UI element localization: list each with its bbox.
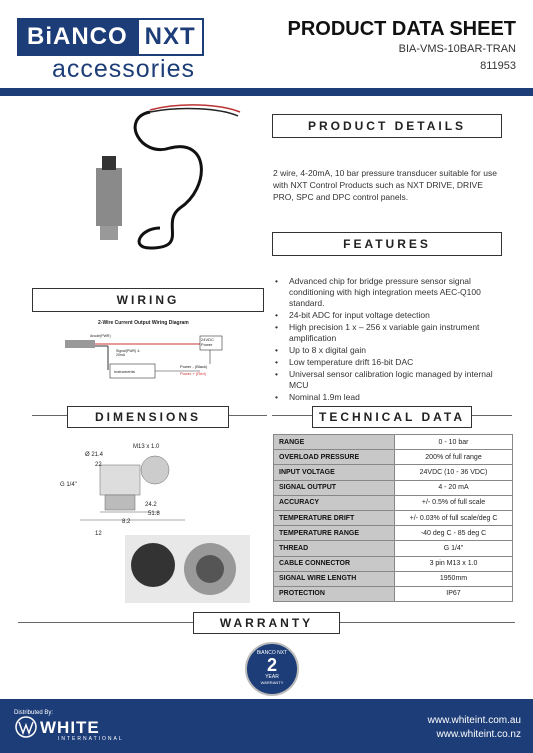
spec-key: INPUT VOLTAGE — [274, 465, 395, 480]
feature-item: • Low temperature drift 16-bit DAC — [273, 357, 511, 368]
url-au-link[interactable]: www.whiteint.com.au — [427, 715, 521, 726]
wiring-supply: 24VDC Power — [201, 337, 214, 347]
section-features: FEATURES — [272, 232, 502, 256]
spec-key: TEMPERATURE DRIFT — [274, 510, 395, 525]
part-code: BIA-VMS-10BAR-TRAN — [398, 43, 516, 55]
features-list — [273, 276, 511, 404]
section-technical-data: TECHNICAL DATA — [312, 406, 472, 428]
white-logo: WHITE — [40, 718, 100, 737]
section-wiring: WIRING — [32, 288, 264, 312]
white-logo-icon — [14, 716, 38, 738]
table-row — [274, 495, 513, 510]
dim-51-8: 51.8 — [148, 511, 160, 517]
table-row — [274, 541, 513, 556]
dimension-drawing — [60, 440, 200, 540]
feature-item: • Nominal 1.9m lead — [273, 392, 511, 403]
wiring-power-black: Power - (Black) — [180, 364, 208, 369]
section-dimensions: DIMENSIONS — [67, 406, 229, 428]
url-nz-link[interactable]: www.whiteint.co.nz — [436, 729, 521, 740]
spec-key: OVERLOAD PRESSURE — [274, 450, 395, 465]
wiring-anode: Anode(PWR) — [90, 334, 111, 338]
dim-thread-top: M13 x 1.0 — [133, 444, 160, 450]
spec-key: ACCURACY — [274, 495, 395, 510]
spec-key: CABLE CONNECTOR — [274, 556, 395, 571]
table-row — [274, 435, 513, 450]
table-row — [274, 450, 513, 465]
section-product-details: PRODUCT DETAILS — [272, 114, 502, 138]
wiring-power-red: Power + (Red) — [180, 371, 206, 376]
table-row — [274, 465, 513, 480]
feature-item: • 24-bit ADC for input voltage detection — [273, 310, 511, 321]
wiring-signal: Signal(PWR) 4-20mA — [116, 349, 141, 357]
spec-key: SIGNAL OUTPUT — [274, 480, 395, 495]
feature-item: • Universal sensor calibration logic managed by internal MCU — [273, 369, 511, 391]
spec-value: 3 pin M13 x 1.0 — [395, 556, 513, 571]
part-number: 811953 — [480, 60, 516, 72]
dim-dia: Ø 21.4 — [85, 452, 104, 458]
table-row — [274, 526, 513, 541]
logo-bianco: BiANCO — [17, 18, 138, 56]
badge-top: BiANCO NXT — [256, 650, 288, 656]
logo-nxt: NXT — [137, 18, 204, 56]
badge-number: 2 — [266, 655, 277, 675]
product-image — [80, 98, 270, 268]
spec-value: 1950mm — [395, 571, 513, 586]
spec-value: +/- 0.03% of full scale/deg C — [395, 510, 513, 525]
table-row — [274, 480, 513, 495]
dim-8-2: 8.2 — [122, 519, 131, 525]
wiring-title: 2-Wire Current Output Wiring Diagram — [98, 320, 189, 326]
spec-value: G 1/4" — [395, 541, 513, 556]
badge-word: YEAR — [265, 674, 279, 680]
product-description: 2 wire, 4-20mA, 10 bar pressure transducer suitable for use with NXT Control Products such as NXT DRIVE, DRIVE PRO, SPC and DPC control panels. — [273, 168, 497, 202]
distributed-by: Distributed By: — [14, 710, 54, 716]
table-row — [274, 510, 513, 525]
spec-value: 4 - 20 mA — [395, 480, 513, 495]
spec-value: 200% of full range — [395, 450, 513, 465]
logo-accessories: accessories — [52, 55, 195, 83]
spec-key: SIGNAL WIRE LENGTH — [274, 571, 395, 586]
table-row — [274, 586, 513, 601]
table-row — [274, 556, 513, 571]
spec-value: +/- 0.5% of full scale — [395, 495, 513, 510]
spec-value: -40 deg C - 85 deg C — [395, 526, 513, 541]
feature-item: • Advanced chip for bridge pressure sensor signal conditioning with high integration meets AEC-Q100 standard. — [273, 276, 511, 309]
wiring-diagram — [60, 320, 240, 388]
spec-key: THREAD — [274, 541, 395, 556]
dim-24-2: 24.2 — [145, 502, 157, 508]
connector-photo — [125, 535, 250, 603]
badge-bottom: WARRANTY — [260, 680, 284, 685]
technical-data-table — [273, 434, 513, 602]
spec-key: TEMPERATURE RANGE — [274, 526, 395, 541]
table-row — [274, 571, 513, 586]
dim-12: 12 — [95, 531, 102, 537]
wiring-instruments: Instruments — [114, 369, 135, 374]
feature-item: • High precision 1 x – 256 x variable gain instrument amplification — [273, 322, 511, 344]
dim-22: 22 — [95, 462, 102, 468]
page-title: PRODUCT DATA SHEET — [287, 18, 516, 40]
feature-item: • Up to 8 x digital gain — [273, 345, 511, 356]
spec-key: PROTECTION — [274, 586, 395, 601]
white-international: INTERNATIONAL — [58, 736, 124, 742]
spec-value: 24VDC (10 - 36 VDC) — [395, 465, 513, 480]
spec-key: RANGE — [274, 435, 395, 450]
spec-value: 0 - 10 bar — [395, 435, 513, 450]
section-warranty: WARRANTY — [193, 612, 340, 634]
brand-logo — [17, 18, 204, 56]
warranty-badge — [245, 642, 299, 696]
spec-value: IP67 — [395, 586, 513, 601]
dim-thread: G 1/4" — [60, 482, 77, 488]
header-bar — [0, 88, 533, 96]
